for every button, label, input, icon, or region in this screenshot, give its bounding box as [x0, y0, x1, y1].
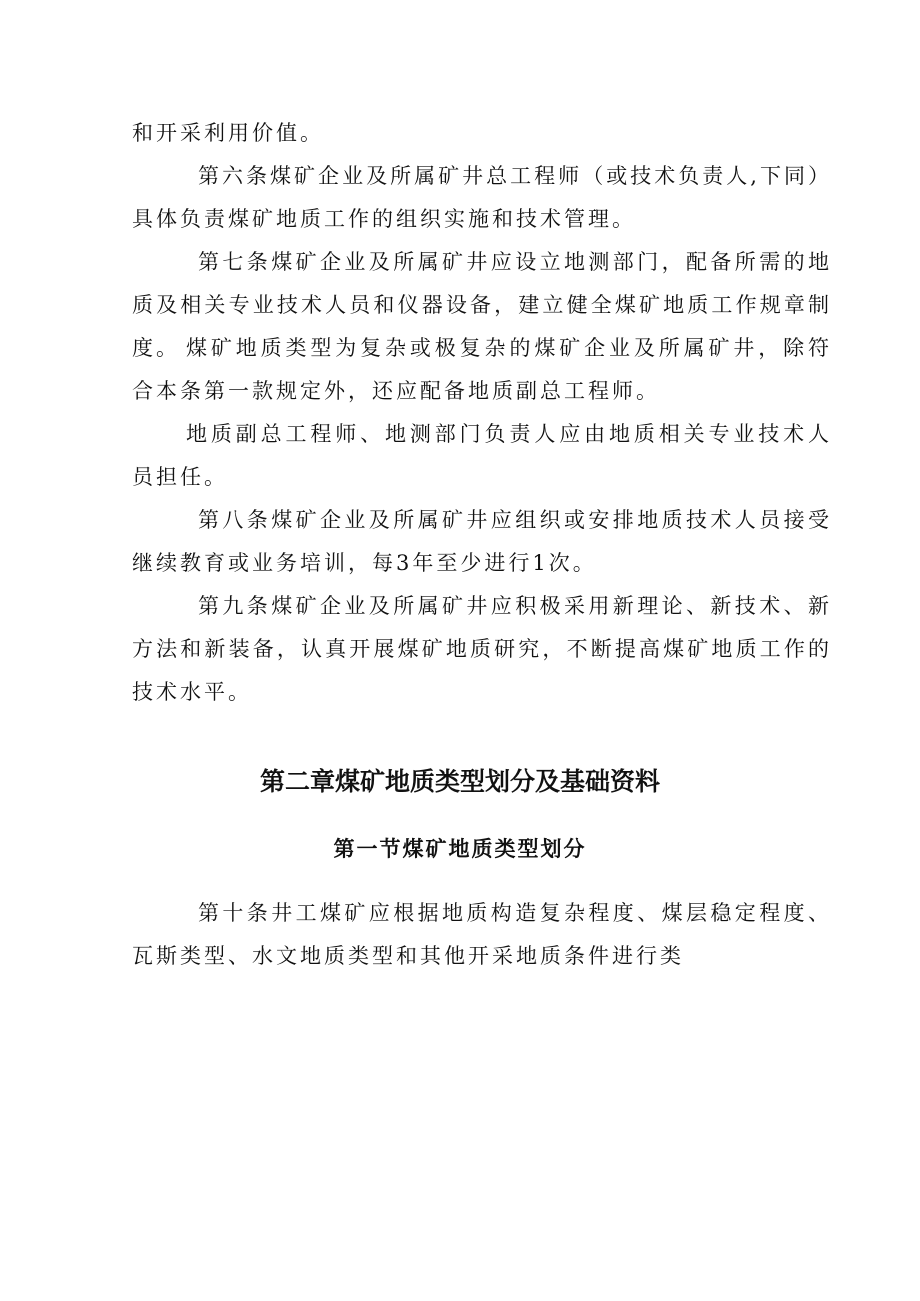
article-7: 第七条煤矿企业及所属矿井应设立地测部门，配备所需的地质及相关专业技术人员和仪器设备，建立健全煤矿地质工作规章制度。 — [132, 250, 832, 360]
article-8: 第八条煤矿企业及所属矿井应组织或安排地质技术人员接受继续教育或业务培训，每3年至少进行1次。 — [132, 508, 832, 575]
paragraph-continuation: 和开采利用价值。 — [132, 121, 324, 145]
section-title: 第一节煤矿地质类型划分 — [333, 836, 587, 861]
article-6: 第六条煤矿企业及所属矿井总工程师（或技术负责人,下同）具体负责煤矿地质工作的组织实施和技术管理。 — [132, 164, 832, 231]
chapter-title: 第二章煤矿地质类型划分及基础资料 — [259, 767, 660, 796]
article-9: 第九条煤矿企业及所属矿井应积极采用新理论、新技术、新方法和新装备，认真开展煤矿地质研究，不断提高煤矿地质工作的技术水平。 — [132, 594, 832, 704]
article-10: 第十条井工煤矿应根据地质构造复杂程度、煤层稳定程度、瓦斯类型、水文地质类型和其他开采地质条件进行类 — [132, 901, 832, 968]
article-7-clause-2: 煤矿地质类型为复杂或极复杂的煤矿企业及所属矿井，除符合本条第一款规定外，还应配备地质副总工程师。 — [132, 336, 832, 403]
article-7-clause-3: 地质副总工程师、地测部门负责人应由地质相关专业技术人员担任。 — [132, 422, 832, 489]
